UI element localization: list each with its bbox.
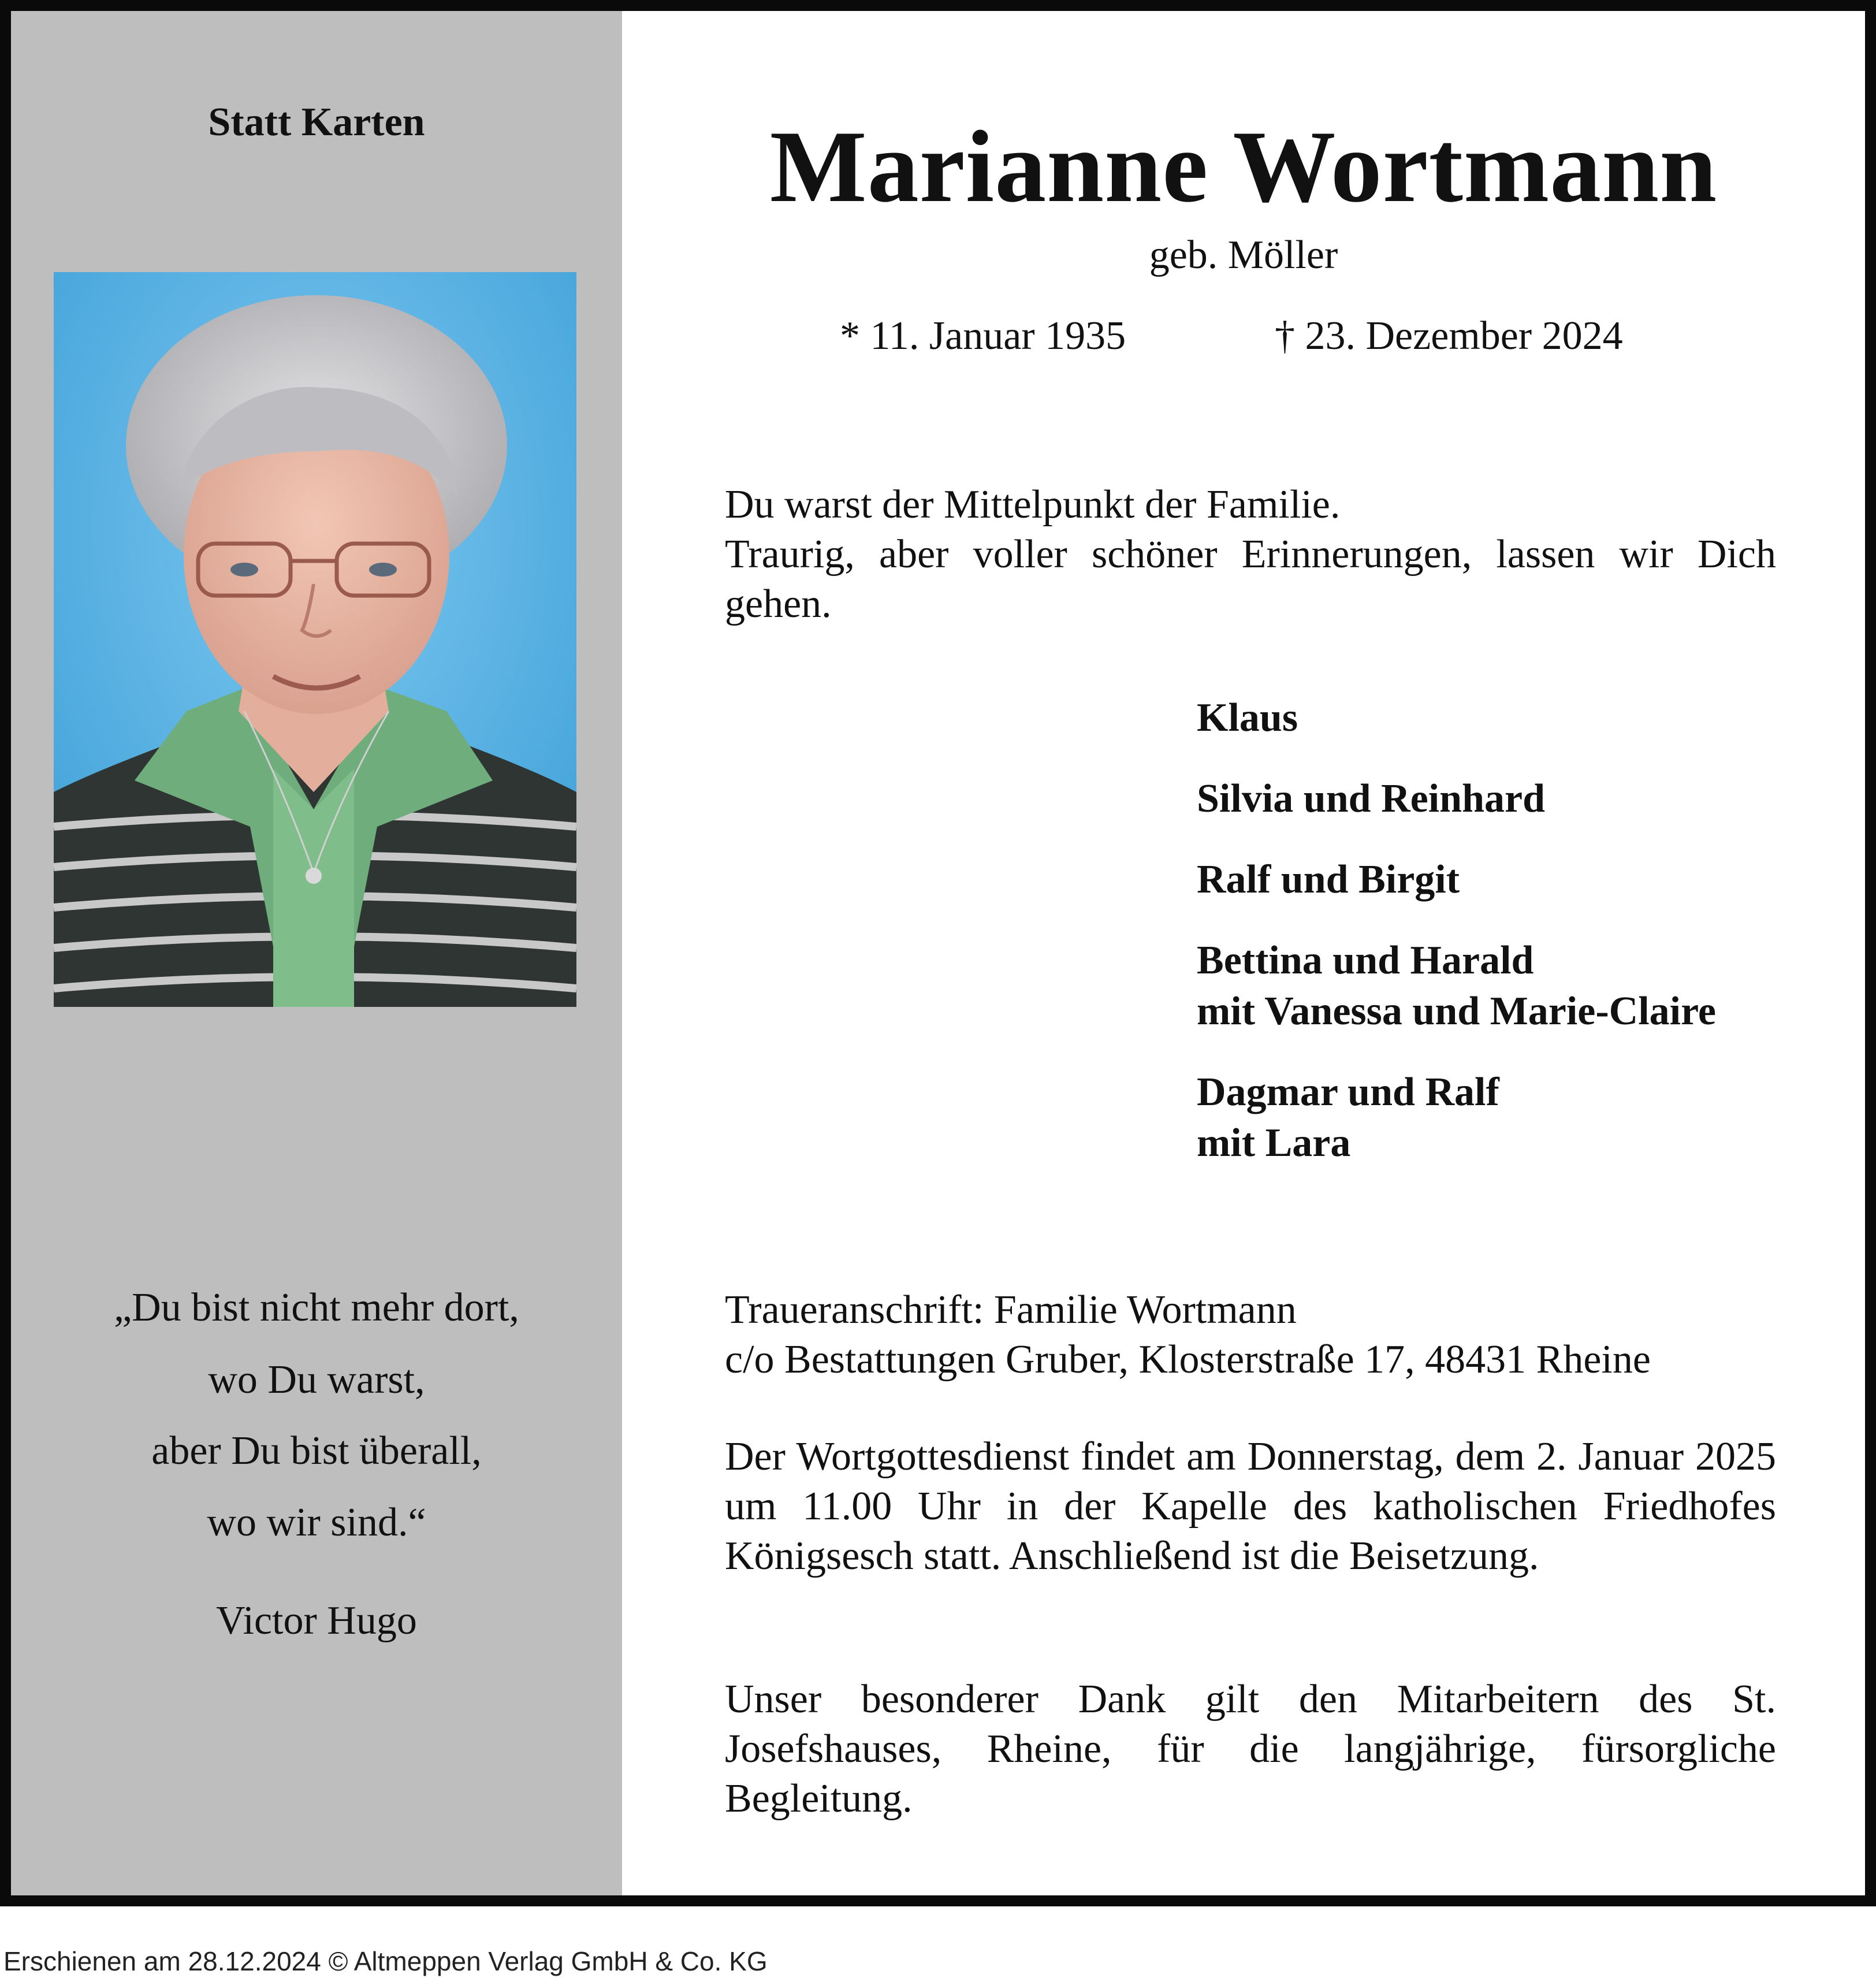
family-member: Ralf und Birgit [1197, 857, 1460, 902]
quote-line-2: wo Du warst, [208, 1358, 425, 1402]
family-member: mit Vanessa und Marie-Claire [1197, 989, 1716, 1033]
intro-line-2: Traurig, aber voller schöner Erinnerungen, lassen wir Dich gehen. [725, 532, 1776, 626]
family-member: Klaus [1197, 696, 1298, 740]
main-content [622, 11, 1865, 1895]
portrait-photo-icon [54, 272, 576, 1007]
birth-date: * 11. Januar 1935 [840, 314, 1126, 358]
family-member: Dagmar und Ralf [1197, 1070, 1499, 1114]
address-line-1: Traueranschrift: Familie Wortmann [725, 1288, 1297, 1332]
family-member: mit Lara [1197, 1121, 1351, 1165]
intro-line-1: Du warst der Mittelpunkt der Familie. [725, 482, 1341, 527]
birth-name: geb. Möller [1149, 233, 1338, 277]
portrait-photo [54, 272, 576, 1007]
death-date: † 23. Dezember 2024 [1275, 314, 1623, 358]
address-line-2: c/o Bestattungen Gruber, Klosterstraße 17, 48431 Rheine [725, 1337, 1651, 1382]
service-paragraph: Der Wortgottesdienst findet am Donnerstag, dem 2. Januar 2025 um 11.00 Uhr in der Kapelle des katholischen Friedhofes Königsesch statt. Anschließend ist die Beisetzung. [725, 1434, 1776, 1578]
family-member: Bettina und Harald [1197, 938, 1534, 983]
quote-line-1: „Du bist nicht mehr dort, [114, 1285, 519, 1330]
sidebar [11, 11, 622, 1895]
deceased-name: Marianne Wortmann [769, 109, 1718, 224]
thanks-paragraph: Unser besonderer Dank gilt den Mitarbeitern des St. Josefshauses, Rheine, für die langjährige, fürsorgliche Begleitung. [725, 1677, 1776, 1821]
quote-line-4: wo wir sind.“ [207, 1500, 426, 1545]
quote-line-3: aber Du bist überall, [151, 1429, 482, 1473]
publication-footer: Erschienen am 28.12.2024 © Altmeppen Verlag GmbH & Co. KG [3, 1946, 768, 1976]
statt-karten-heading: Statt Karten [208, 100, 425, 144]
quote-author: Victor Hugo [216, 1598, 417, 1643]
family-member: Silvia und Reinhard [1197, 776, 1545, 821]
